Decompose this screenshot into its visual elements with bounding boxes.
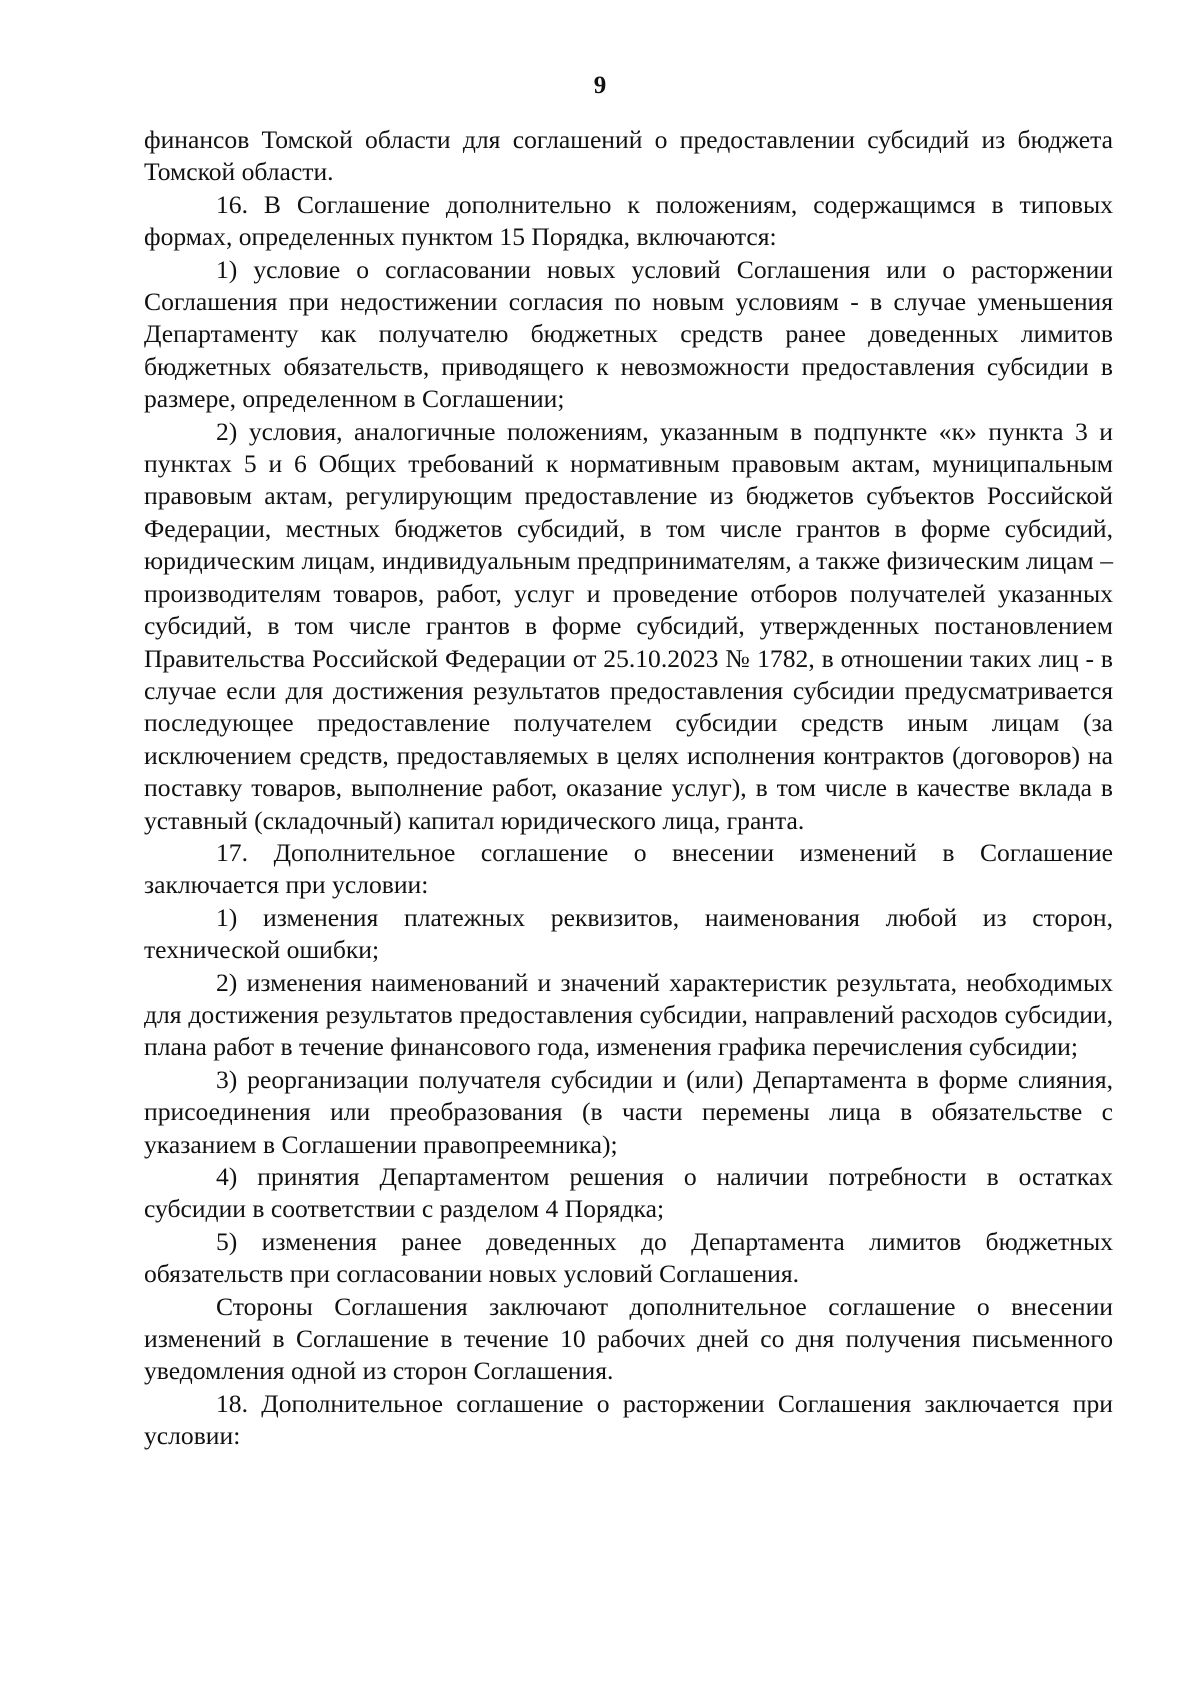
document-body [144,124,1113,1453]
paragraph-item-17-1: 1) изменения платежных реквизитов, наименования любой из сторон, технической ошибки; [144,902,1113,965]
paragraph-item-17-2: 2) изменения наименований и значений характеристик результата, необходимых для достижения результатов предоставления субсидии, направлений расходов субсидии, плана работ в течение финансового года, изменения графика перечисления субсидии; [144,967,1113,1062]
paragraph-item-16-2: 2) условия, аналогичные положениям, указанным в подпункте «к» пункта 3 и пунктах 5 и 6 Общих требований к нормативным правовым актам, муниципальным правовым актам, регулирующим предоставление из бюджетов субъектов Российской Федерации, местных бюджетов субсидий, в том числе грантов в форме субсидий, юридическим лицам, индивидуальным предпринимателям, а также физическим лицам – производителям товаров, работ, услуг и проведение отборов получателей указанных субсидий, в том числе грантов в форме субсидий, утвержденных постановлением Правительства Российской Федерации от 25.10.2023 № 1782, в отношении таких лиц - в случае если для достижения результатов предоставления субсидии предусматривается последующее предоставление получателем субсидии средств иным лицам (за исключением средств, предоставляемых в целях исполнения контрактов (договоров) на поставку товаров, выполнение работ, оказание услуг), в том числе в качестве вклада в уставный (складочный) капитал юридического лица, гранта. [144,416,1113,835]
paragraph-item-17-5: 5) изменения ранее доведенных до Департамента лимитов бюджетных обязательств при согласовании новых условий Соглашения. [144,1226,1113,1289]
paragraph-item-17-3: 3) реорганизации получателя субсидии и (или) Департамента в форме слияния, присоединения или преобразования (в части перемены лица в обязательстве с указанием в Соглашении правопреемника); [144,1064,1113,1159]
paragraph-section-16: 16. В Соглашение дополнительно к положениям, содержащимся в типовых формах, определенных пунктом 15 Порядка, включаются: [144,189,1113,252]
paragraph-section-18: 18. Дополнительное соглашение о расторжении Соглашения заключается при условии: [144,1388,1113,1451]
paragraph-section-17: 17. Дополнительное соглашение о внесении изменений в Соглашение заключается при условии: [144,837,1113,900]
paragraph: финансов Томской области для соглашений о предоставлении субсидий из бюджета Томской области. [144,125,1113,187]
paragraph-item-17-4: 4) принятия Департаментом решения о наличии потребности в остатках субсидии в соответствии с разделом 4 Порядка; [144,1162,1113,1224]
paragraph-item-16-1: 1) условие о согласовании новых условий Соглашения или о расторжении Соглашения при недостижении согласия по новым условиям - в случае уменьшения Департаменту как получателю бюджетных средств ранее доведенных лимитов бюджетных обязательств, приводящего к невозможности предоставления субсидии в размере, определенном в Соглашении; [144,254,1113,414]
page-number: 9 [593,72,607,99]
paragraph-parties-note: Стороны Соглашения заключают дополнительное соглашение о внесении изменений в Соглашение в течение 10 рабочих дней со дня получения письменного уведомления одной из сторон Соглашения. [144,1291,1113,1386]
